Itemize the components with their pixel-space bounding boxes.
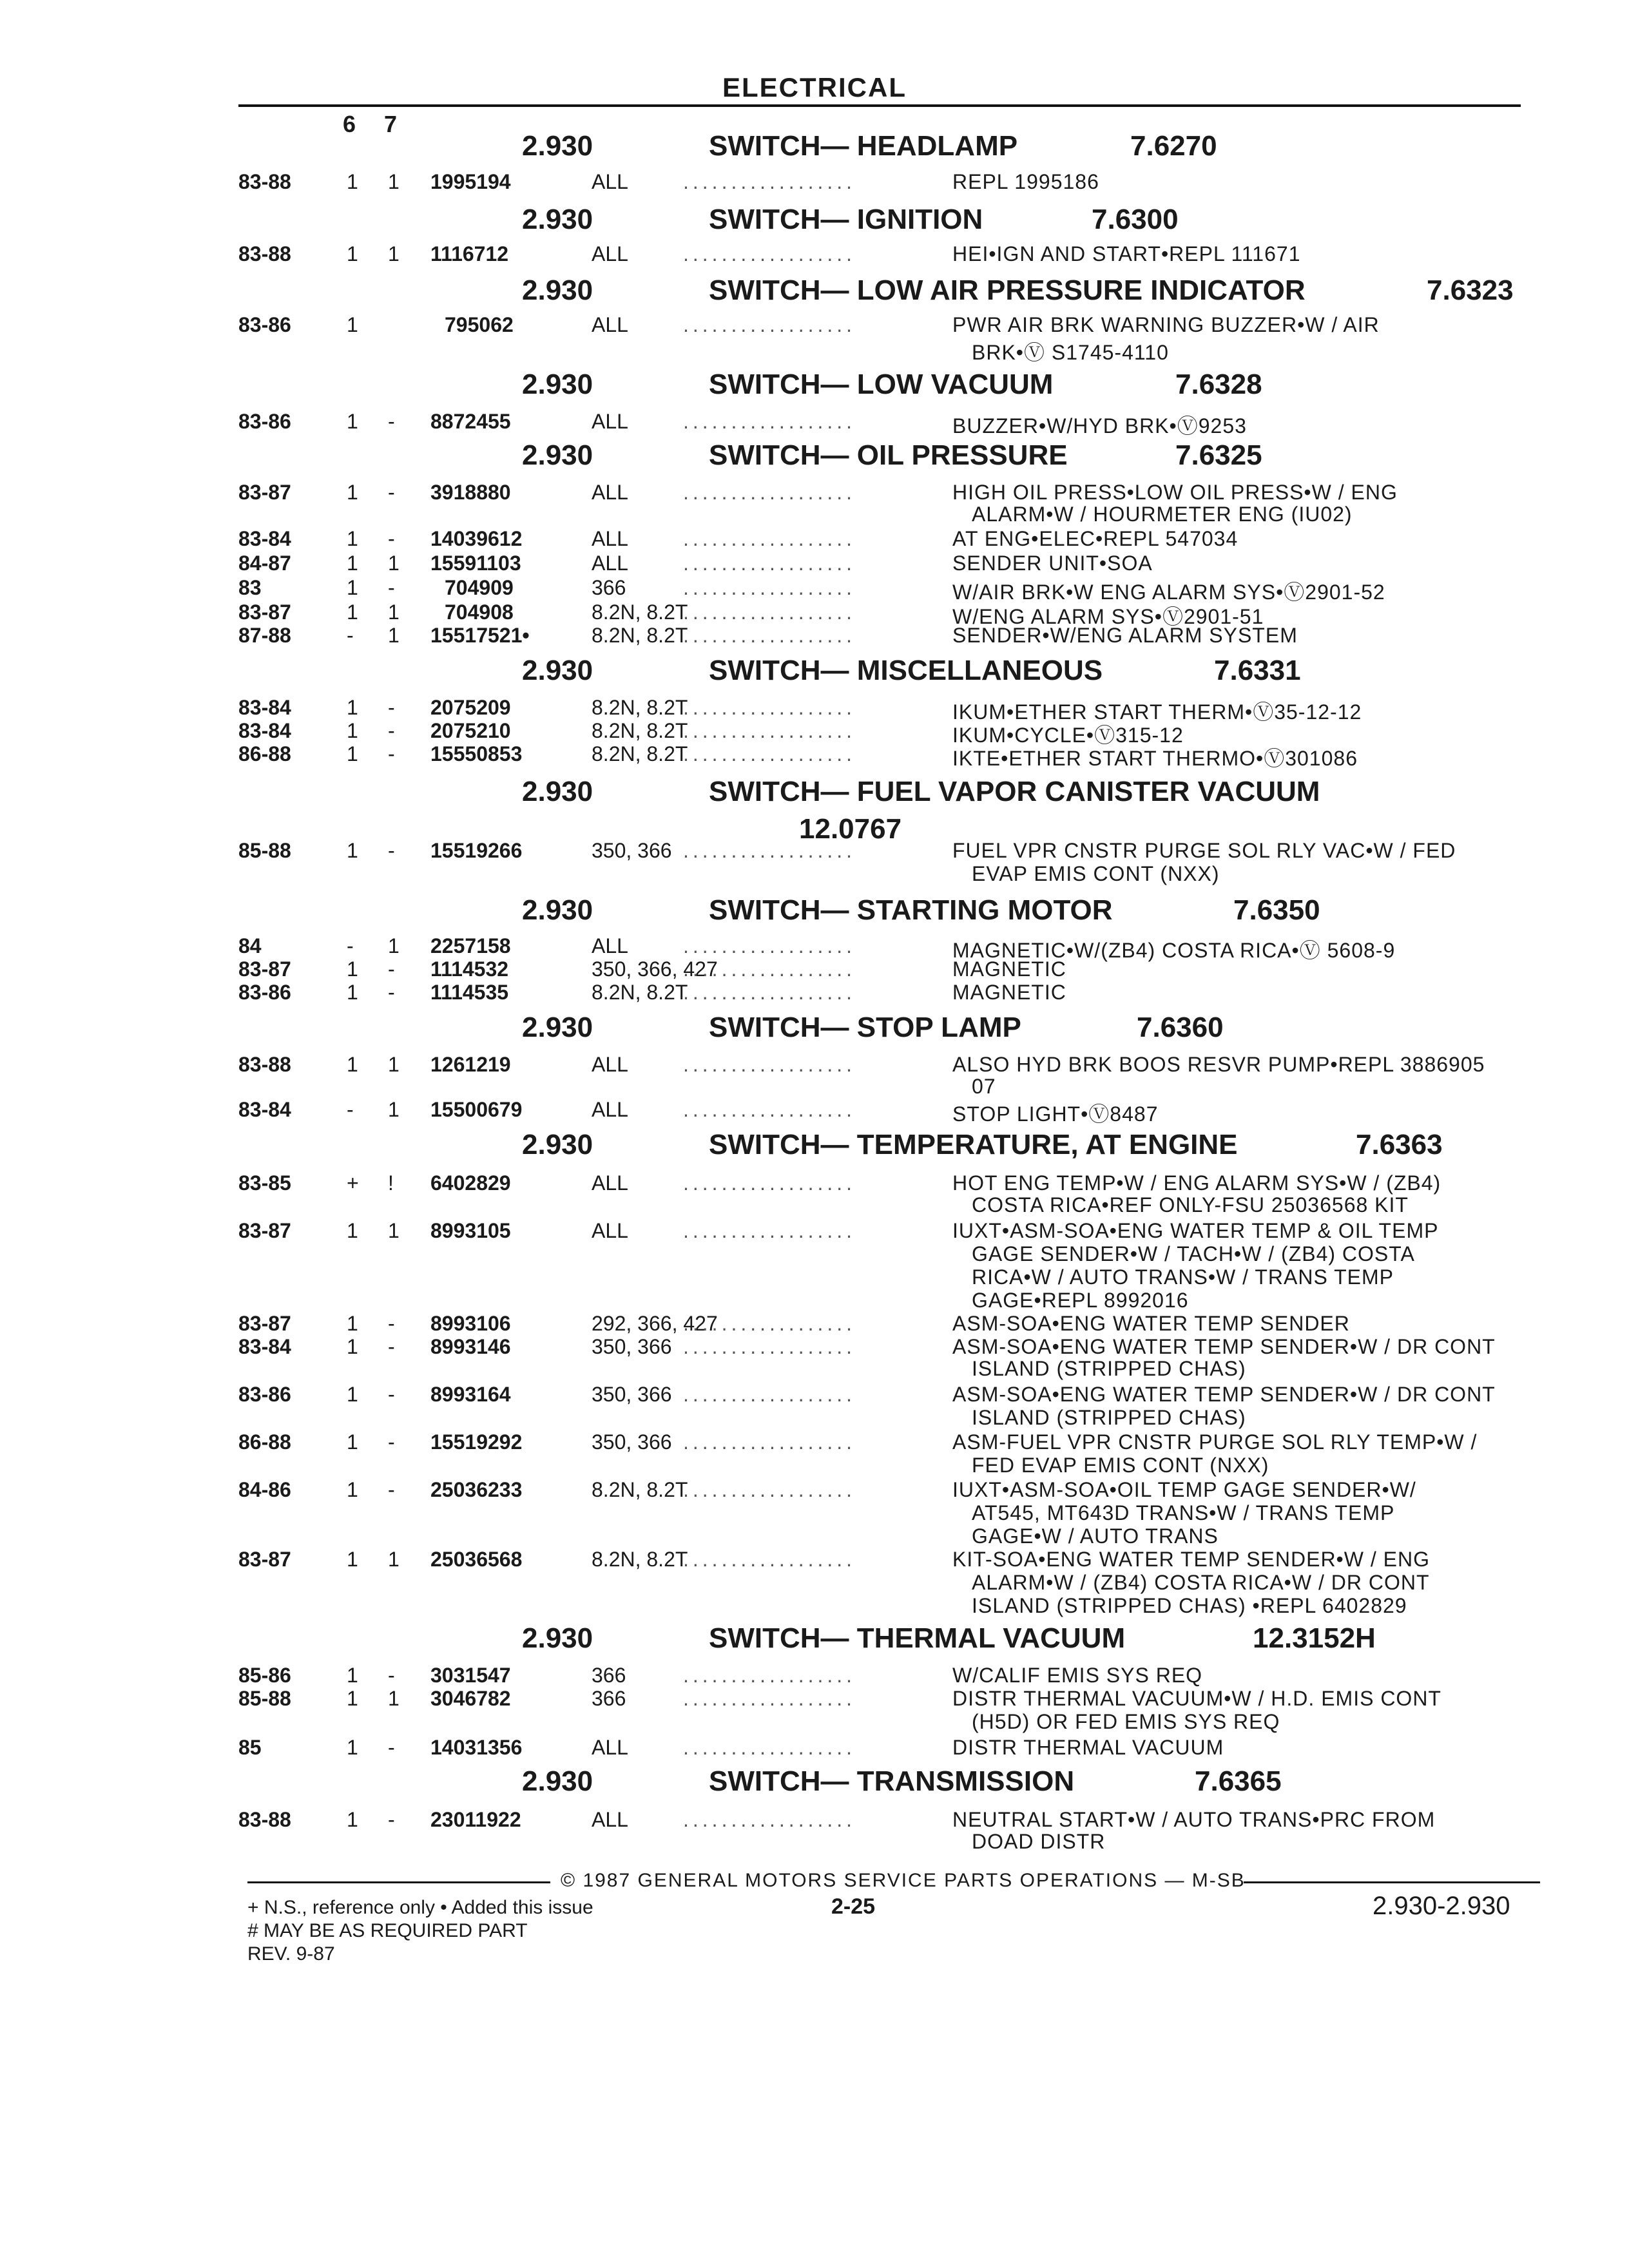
qty-col6: 1 (347, 1335, 358, 1358)
application: 350, 366 (592, 839, 672, 862)
leader-dots: .................. (683, 1098, 856, 1121)
footer-rule-right (1244, 1881, 1540, 1883)
application: ALL (592, 481, 628, 504)
leader-dots: .................. (683, 1335, 856, 1358)
description-continued: EVAP EMIS CONT (NXX) (972, 862, 1220, 885)
description-continued: ISLAND (STRIPPED CHAS) (972, 1406, 1246, 1429)
leader-dots: .................. (683, 1383, 856, 1406)
column-6-label: 6 (343, 111, 356, 137)
qty-col6: 1 (347, 1548, 358, 1571)
leader-dots: .................. (683, 1312, 856, 1335)
part-number: 1261219 (430, 1053, 511, 1076)
part-number: 1114535 (430, 981, 509, 1004)
part-number: 8993164 (430, 1383, 511, 1406)
qty-col6: 1 (347, 1430, 358, 1454)
model-years: 83-84 (238, 696, 291, 719)
qty-col7: - (388, 957, 395, 981)
description: IUXT•ASM-SOA•ENG WATER TEMP & OIL TEMP (952, 1219, 1439, 1242)
qty-col7: 1 (388, 1053, 400, 1076)
leader-dots: .................. (683, 696, 856, 719)
section-title: SWITCH— TEMPERATURE, AT ENGINE (709, 1129, 1238, 1160)
part-number: 795062 (445, 313, 514, 336)
qty-col7: - (388, 576, 395, 599)
leader-dots: .................. (683, 981, 856, 1004)
qty-col6: 1 (347, 481, 358, 504)
leader-dots: .................. (683, 1053, 856, 1076)
part-number: 15591103 (430, 552, 521, 575)
qty-col7: - (388, 1736, 395, 1759)
section-title: SWITCH— HEADLAMP (709, 130, 1018, 162)
section-code: 7.6331 (1214, 655, 1301, 686)
application: 366 (592, 1687, 626, 1710)
description: MAGNETIC•W/(ZB4) COSTA RICA•Ⓥ 5608-9 (952, 939, 1396, 962)
description: SENDER UNIT•SOA (952, 552, 1153, 575)
application: 292, 366, 427 (592, 1312, 718, 1335)
qty-col6: 1 (347, 1219, 358, 1242)
leader-dots: .................. (683, 552, 856, 575)
part-number: 14039612 (430, 527, 523, 550)
qty-col6: 1 (347, 1053, 358, 1076)
description: HIGH OIL PRESS•LOW OIL PRESS•W / ENG (952, 481, 1398, 504)
qty-col7: 1 (388, 1687, 400, 1710)
qty-col7: 1 (388, 242, 400, 265)
application: 350, 366 (592, 1383, 672, 1406)
qty-col7: - (388, 1430, 395, 1454)
description-continued: ISLAND (STRIPPED CHAS) (972, 1357, 1246, 1380)
leader-dots: .................. (683, 1430, 856, 1454)
description: REPL 1995186 (952, 170, 1099, 193)
part-number: 2075209 (430, 696, 511, 719)
qty-col6: 1 (347, 1687, 358, 1710)
application: 366 (592, 576, 626, 599)
model-years: 83-87 (238, 1312, 291, 1335)
description: AT ENG•ELEC•REPL 547034 (952, 527, 1239, 550)
part-number: 2075210 (430, 719, 511, 742)
application: 350, 366 (592, 1430, 672, 1454)
model-years: 83-84 (238, 527, 291, 550)
model-years: 83-86 (238, 410, 291, 433)
model-years: 85-88 (238, 1687, 291, 1710)
qty-col6: 1 (347, 313, 358, 336)
description: IUXT•ASM-SOA•OIL TEMP GAGE SENDER•W/ (952, 1478, 1416, 1501)
part-number: 1116712 (430, 242, 509, 265)
description-continued: AT545, MT643D TRANS•W / TRANS TEMP (972, 1501, 1395, 1524)
qty-col6: 1 (347, 742, 358, 765)
description: FUEL VPR CNSTR PURGE SOL RLY VAC•W / FED (952, 839, 1456, 862)
page-title: ELECTRICAL (722, 72, 907, 102)
qty-col6: + (347, 1171, 359, 1195)
model-years: 83-87 (238, 1548, 291, 1571)
qty-col6: 1 (347, 552, 358, 575)
model-years: 83-85 (238, 1171, 291, 1195)
model-years: 86-88 (238, 1430, 291, 1454)
leader-dots: .................. (683, 934, 856, 957)
application: ALL (592, 1808, 628, 1831)
description: ASM-SOA•ENG WATER TEMP SENDER•W / DR CONT (952, 1383, 1496, 1406)
leader-dots: .................. (683, 742, 856, 765)
leader-dots: .................. (683, 1219, 856, 1242)
description-continued: FED EVAP EMIS CONT (NXX) (972, 1454, 1269, 1477)
description-continued: GAGE•W / AUTO TRANS (972, 1524, 1219, 1548)
leader-dots: .................. (683, 957, 856, 981)
footer-rule-left (247, 1881, 550, 1883)
part-number: 14031356 (430, 1736, 523, 1759)
description: STOP LIGHT•Ⓥ8487 (952, 1102, 1159, 1126)
description: KIT-SOA•ENG WATER TEMP SENDER•W / ENG (952, 1548, 1430, 1571)
model-years: 83-84 (238, 1098, 291, 1121)
qty-col6: 1 (347, 1383, 358, 1406)
qty-col7: - (388, 742, 395, 765)
application: 350, 366 (592, 1335, 672, 1358)
page-range: 2.930-2.930 (1373, 1892, 1510, 1920)
description: ASM-SOA•ENG WATER TEMP SENDER•W / DR CONT (952, 1335, 1496, 1358)
qty-col7: - (388, 839, 395, 862)
description: DISTR THERMAL VACUUM•W / H.D. EMIS CONT (952, 1687, 1441, 1710)
group-number: 2.930 (522, 439, 593, 471)
application: 8.2N, 8.2T (592, 696, 688, 719)
section-title: SWITCH— MISCELLANEOUS (709, 655, 1103, 686)
qty-col7: ! (388, 1171, 394, 1195)
qty-col7: 1 (388, 624, 400, 647)
section-code: 7.6270 (1130, 130, 1217, 162)
description: W/CALIF EMIS SYS REQ (952, 1664, 1203, 1687)
part-number: 704909 (445, 576, 514, 599)
section-code: 7.6365 (1195, 1765, 1282, 1797)
section-title: SWITCH— STOP LAMP (709, 1012, 1021, 1043)
application: ALL (592, 242, 628, 265)
leader-dots: .................. (683, 481, 856, 504)
part-number: 3031547 (430, 1664, 511, 1687)
qty-col7: - (388, 1478, 395, 1501)
group-number: 2.930 (522, 274, 593, 306)
column-7-label: 7 (384, 111, 398, 137)
description-continued: ALARM•W / (ZB4) COSTA RICA•W / DR CONT (972, 1571, 1430, 1594)
qty-col6: 1 (347, 527, 358, 550)
model-years: 83-84 (238, 719, 291, 742)
group-number: 2.930 (522, 655, 593, 686)
section-code: 7.6350 (1233, 894, 1320, 926)
description: HOT ENG TEMP•W / ENG ALARM SYS•W / (ZB4) (952, 1171, 1441, 1195)
leader-dots: .................. (683, 1171, 856, 1195)
group-number: 2.930 (522, 1012, 593, 1043)
application: 8.2N, 8.2T (592, 981, 688, 1004)
section-code: 7.6323 (1427, 274, 1514, 306)
part-number: 2257158 (430, 934, 511, 957)
model-years: 83-86 (238, 313, 291, 336)
qty-col6: - (347, 1098, 354, 1121)
model-years: 86-88 (238, 742, 291, 765)
application: ALL (592, 552, 628, 575)
part-number: 8993105 (430, 1219, 511, 1242)
qty-col7: - (388, 1664, 395, 1687)
description: SENDER•W/ENG ALARM SYSTEM (952, 624, 1298, 647)
qty-col6: - (347, 624, 354, 647)
section-title: SWITCH— LOW AIR PRESSURE INDICATOR (709, 274, 1306, 306)
leader-dots: .................. (683, 170, 856, 193)
application: ALL (592, 1736, 628, 1759)
qty-col7: - (388, 981, 395, 1004)
part-number: 25036568 (430, 1548, 523, 1571)
qty-col6: 1 (347, 576, 358, 599)
section-title: SWITCH— IGNITION (709, 204, 983, 235)
description-continued: ALARM•W / HOURMETER ENG (IU02) (972, 503, 1353, 526)
part-number: 15519266 (430, 839, 523, 862)
description-continued: GAGE SENDER•W / TACH•W / (ZB4) COSTA (972, 1242, 1415, 1265)
description-continued: RICA•W / AUTO TRANS•W / TRANS TEMP (972, 1265, 1394, 1289)
model-years: 84 (238, 934, 262, 957)
part-number: 25036233 (430, 1478, 523, 1501)
section-code: 7.6363 (1356, 1129, 1443, 1160)
qty-col7: 1 (388, 1098, 400, 1121)
qty-col6: 1 (347, 170, 358, 193)
group-number: 2.930 (522, 1129, 593, 1160)
leader-dots: .................. (683, 719, 856, 742)
qty-col6: - (347, 934, 354, 957)
qty-col6: 1 (347, 981, 358, 1004)
application: 366 (592, 1664, 626, 1687)
application: ALL (592, 410, 628, 433)
qty-col7: - (388, 1808, 395, 1831)
qty-col7: 1 (388, 552, 400, 575)
qty-col6: 1 (347, 242, 358, 265)
part-number: 3918880 (430, 481, 511, 504)
description: IKTE•ETHER START THERMO•Ⓥ301086 (952, 747, 1358, 770)
model-years: 83-86 (238, 1383, 291, 1406)
application: 8.2N, 8.2T (592, 624, 688, 647)
section-title: SWITCH— STARTING MOTOR (709, 894, 1113, 926)
description: MAGNETIC (952, 981, 1066, 1004)
qty-col7: 1 (388, 1548, 400, 1571)
description: IKUM•ETHER START THERM•Ⓥ35-12-12 (952, 700, 1362, 724)
qty-col6: 1 (347, 410, 358, 433)
description: ASM-SOA•ENG WATER TEMP SENDER (952, 1312, 1350, 1335)
section-code: 12.3152H (1253, 1622, 1376, 1654)
application: ALL (592, 1171, 628, 1195)
description: ASM-FUEL VPR CNSTR PURGE SOL RLY TEMP•W / (952, 1430, 1478, 1454)
group-number: 2.930 (522, 776, 593, 807)
description: ALSO HYD BRK BOOS RESVR PUMP•REPL 3886905 (952, 1053, 1485, 1076)
model-years: 83-87 (238, 957, 291, 981)
group-number: 2.930 (522, 1622, 593, 1654)
model-years: 87-88 (238, 624, 291, 647)
group-number: 2.930 (522, 894, 593, 926)
application: ALL (592, 527, 628, 550)
application: ALL (592, 1098, 628, 1121)
part-number: 15519292 (430, 1430, 523, 1454)
qty-col7: - (388, 1335, 395, 1358)
qty-col7: - (388, 410, 395, 433)
description: HEI•IGN AND START•REPL 111671 (952, 242, 1301, 265)
part-number: 3046782 (430, 1687, 511, 1710)
leader-dots: .................. (683, 1548, 856, 1571)
part-number: 15550853 (430, 742, 523, 765)
group-number: 2.930 (522, 130, 593, 162)
qty-col6: 1 (347, 719, 358, 742)
leader-dots: .................. (683, 410, 856, 433)
group-number: 2.930 (522, 369, 593, 400)
description-continued: (H5D) OR FED EMIS SYS REQ (972, 1710, 1280, 1733)
qty-col7: 1 (388, 934, 400, 957)
qty-col7: - (388, 719, 395, 742)
leader-dots: .................. (683, 1478, 856, 1501)
model-years: 83-88 (238, 1053, 291, 1076)
leader-dots: .................. (683, 313, 856, 336)
description-continued: COSTA RICA•REF ONLY-FSU 25036568 KIT (972, 1193, 1409, 1216)
qty-col7: 1 (388, 601, 400, 624)
part-number: 23011922 (430, 1808, 521, 1831)
qty-col7: 1 (388, 170, 400, 193)
qty-col7: - (388, 527, 395, 550)
leader-dots: .................. (683, 624, 856, 647)
leader-dots: .................. (683, 1736, 856, 1759)
section-title: SWITCH— FUEL VAPOR CANISTER VACUUM (709, 776, 1320, 807)
leader-dots: .................. (683, 1808, 856, 1831)
description-continued: GAGE•REPL 8992016 (972, 1289, 1189, 1312)
section-code: 7.6300 (1092, 204, 1179, 235)
qty-col7: - (388, 1312, 395, 1335)
qty-col6: 1 (347, 839, 358, 862)
model-years: 83-87 (238, 1219, 291, 1242)
qty-col6: 1 (347, 1312, 358, 1335)
leader-dots: .................. (683, 576, 856, 599)
model-years: 83-87 (238, 481, 291, 504)
description-continued: DOAD DISTR (972, 1830, 1106, 1853)
qty-col6: 1 (347, 601, 358, 624)
qty-col7: - (388, 1383, 395, 1406)
model-years: 83-88 (238, 170, 291, 193)
section-title: SWITCH— OIL PRESSURE (709, 439, 1068, 471)
group-number: 2.930 (522, 1765, 593, 1797)
leader-dots: .................. (683, 1664, 856, 1687)
application: 8.2N, 8.2T (592, 719, 688, 742)
model-years: 83-84 (238, 1335, 291, 1358)
revision: REV. 9-87 (247, 1943, 335, 1965)
part-number: 1995194 (430, 170, 511, 193)
model-years: 83-87 (238, 601, 291, 624)
model-years: 85-86 (238, 1664, 291, 1687)
part-number: 15500679 (430, 1098, 523, 1121)
legend-line-2: # MAY BE AS REQUIRED PART (247, 1920, 528, 1941)
header-rule (238, 104, 1521, 107)
qty-col6: 1 (347, 1478, 358, 1501)
legend-line-1: + N.S., reference only • Added this issue (247, 1897, 593, 1918)
part-number: 8872455 (430, 410, 511, 433)
qty-col6: 1 (347, 1808, 358, 1831)
leader-dots: .................. (683, 242, 856, 265)
application: ALL (592, 1219, 628, 1242)
leader-dots: .................. (683, 601, 856, 624)
application: 8.2N, 8.2T (592, 742, 688, 765)
part-number: 6402829 (430, 1171, 511, 1195)
application: 8.2N, 8.2T (592, 1478, 688, 1501)
model-years: 83-86 (238, 981, 291, 1004)
part-number: 8993106 (430, 1312, 511, 1335)
application: 8.2N, 8.2T (592, 1548, 688, 1571)
description-continued: 07 (972, 1075, 996, 1098)
part-number: 8993146 (430, 1335, 511, 1358)
section-title: SWITCH— TRANSMISSION (709, 1765, 1075, 1797)
group-number: 2.930 (522, 204, 593, 235)
qty-col6: 1 (347, 957, 358, 981)
description: W/AIR BRK•W ENG ALARM SYS•Ⓥ2901-52 (952, 581, 1385, 604)
model-years: 83-88 (238, 242, 291, 265)
description: PWR AIR BRK WARNING BUZZER•W / AIR (952, 313, 1380, 336)
qty-col6: 1 (347, 1664, 358, 1687)
model-years: 84-87 (238, 552, 291, 575)
qty-col7: - (388, 696, 395, 719)
part-number: 15517521• (430, 624, 530, 647)
section-code: 7.6328 (1175, 369, 1262, 400)
leader-dots: .................. (683, 839, 856, 862)
description-continued: ISLAND (STRIPPED CHAS) •REPL 6402829 (972, 1594, 1407, 1617)
model-years: 84-86 (238, 1478, 291, 1501)
section-title: SWITCH— LOW VACUUM (709, 369, 1054, 400)
model-years: 85-88 (238, 839, 291, 862)
model-years: 83 (238, 576, 262, 599)
part-number: 1114532 (430, 957, 509, 981)
model-years: 83-88 (238, 1808, 291, 1831)
description: BUZZER•W/HYD BRK•Ⓥ9253 (952, 414, 1247, 437)
page-number: 2-25 (831, 1894, 876, 1919)
model-years: 85 (238, 1736, 262, 1759)
application: 8.2N, 8.2T (592, 601, 688, 624)
application: ALL (592, 1053, 628, 1076)
description: DISTR THERMAL VACUUM (952, 1736, 1224, 1759)
description: MAGNETIC (952, 957, 1066, 981)
copyright-line: © 1987 GENERAL MOTORS SERVICE PARTS OPERATIONS — M-SB (561, 1870, 1246, 1891)
qty-col7: 1 (388, 1219, 400, 1242)
application: ALL (592, 934, 628, 957)
description: NEUTRAL START•W / AUTO TRANS•PRC FROM (952, 1808, 1436, 1831)
description: IKUM•CYCLE•Ⓥ315-12 (952, 724, 1184, 747)
application: ALL (592, 170, 628, 193)
description-continued: BRK•Ⓥ S1745-4110 (972, 341, 1169, 364)
leader-dots: .................. (683, 527, 856, 550)
section-code: 12.0767 (799, 813, 902, 845)
section-title: SWITCH— THERMAL VACUUM (709, 1622, 1126, 1654)
part-number: 704908 (445, 601, 514, 624)
qty-col6: 1 (347, 696, 358, 719)
section-code: 7.6325 (1175, 439, 1262, 471)
qty-col6: 1 (347, 1736, 358, 1759)
description: W/ENG ALARM SYS•Ⓥ2901-51 (952, 605, 1264, 628)
qty-col7: - (388, 481, 395, 504)
leader-dots: .................. (683, 1687, 856, 1710)
application: 350, 366, 427 (592, 957, 718, 981)
application: ALL (592, 313, 628, 336)
section-code: 7.6360 (1137, 1012, 1224, 1043)
